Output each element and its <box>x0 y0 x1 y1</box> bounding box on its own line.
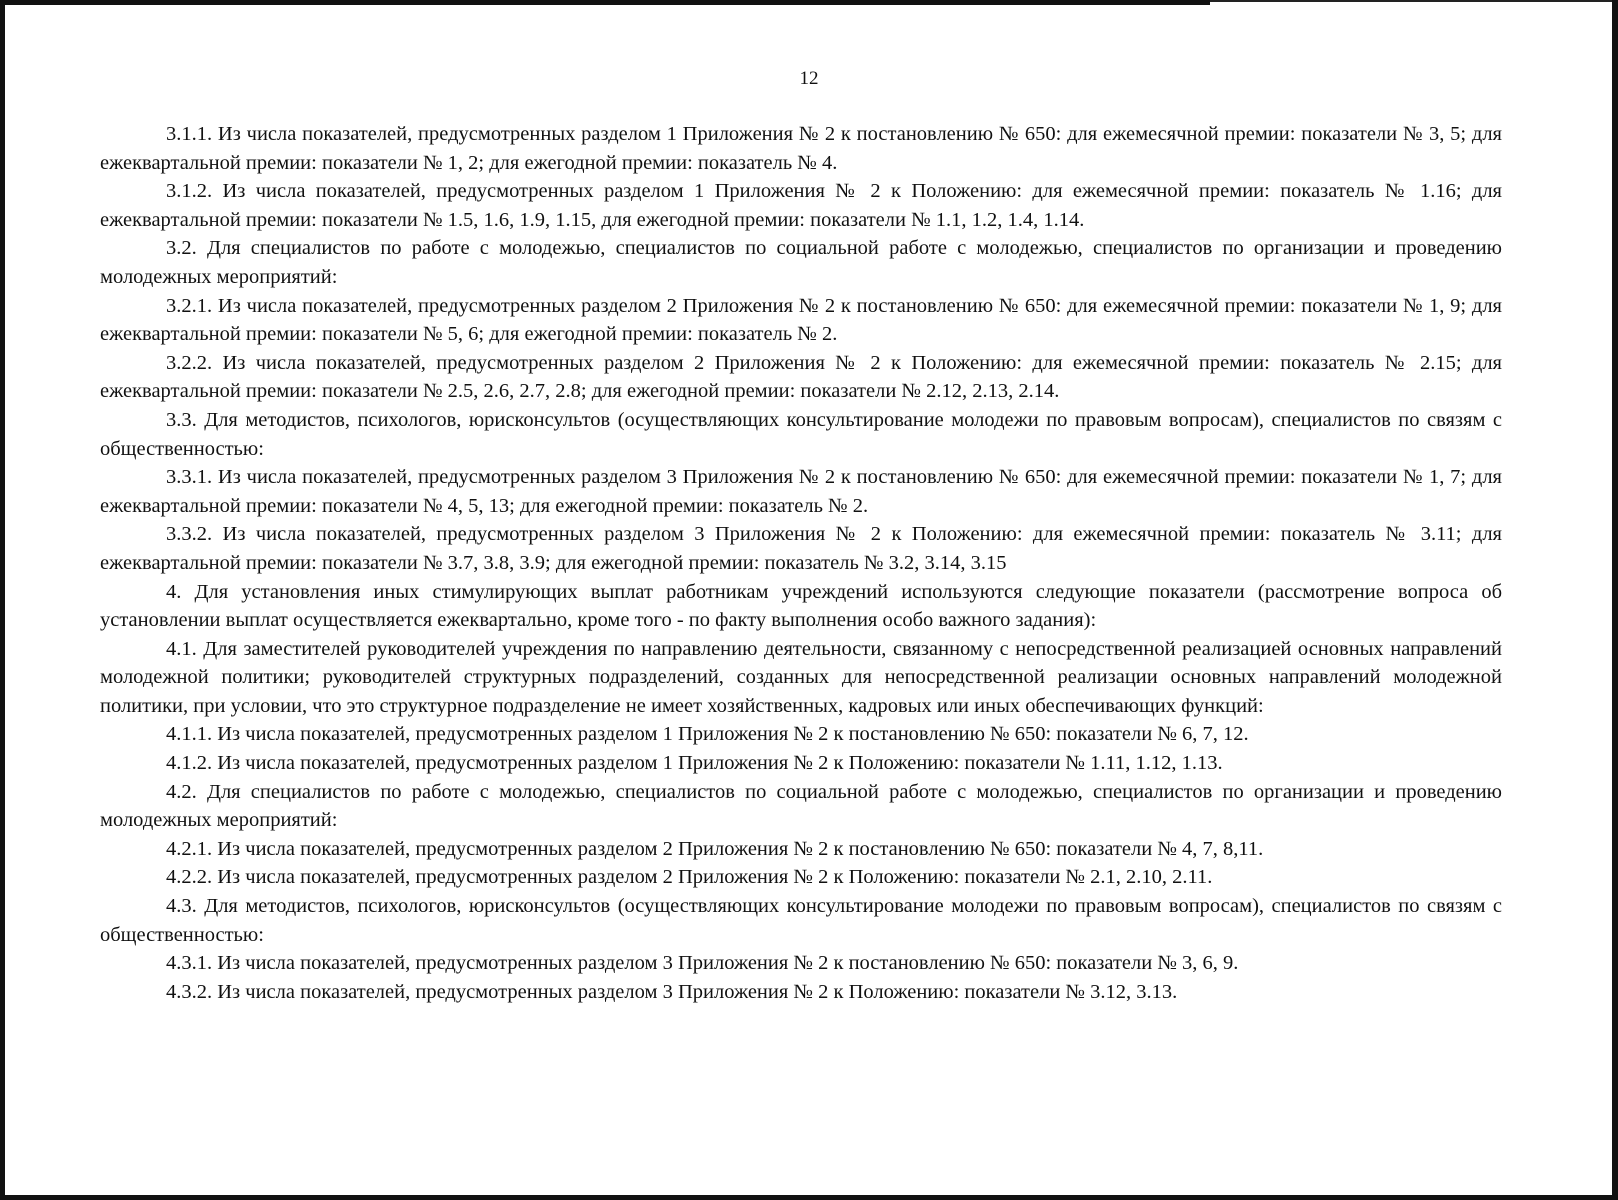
paragraph-3-3-1: 3.3.1. Из числа показателей, предусмотренных разделом 3 Приложения № 2 к постановлению № 650: для ежемесячной премии: показатели № 1, 7; для ежеквартальной премии: показатели № 4, 5, 13; для ежегодной премии: показатель № 2. <box>100 466 1502 517</box>
scan-border-bottom <box>0 1195 1618 1200</box>
paragraph-4-3: 4.3. Для методистов, психологов, юрисконсультов (осуществляющих консультирование молодежи по правовым вопросам), специалистов по связям с общественностью: <box>100 895 1502 946</box>
scan-border-top <box>0 0 1210 5</box>
paragraph-4-2: 4.2. Для специалистов по работе с молодежью, специалистов по социальной работе с молодежью, специалистов по организации и проведению молодежных мероприятий: <box>100 780 1502 832</box>
paragraph-4-1: 4.1. Для заместителей руководителей учреждения по направлению деятельности, связанному с непосредственной реализацией основных направлений молодежной политики; руководителей структурных подразделений, созданных для непосредственной реализации основных направлений молодежной политики, при условии, что это структурное подразделение не имеет хозяйственных, кадровых или иных обеспечивающих функций: <box>100 637 1502 717</box>
paragraph-3-2: 3.2. Для специалистов по работе с молодежью, специалистов по социальной работе с молодежью, специалистов по организации и проведению молодежных мероприятий: <box>100 237 1502 288</box>
paragraph-3-2-2: 3.2.2. Из числа показателей, предусмотренных разделом 2 Приложения № 2 к Положению: для ежемесячной премии: показатель № 2.15; для ежеквартальной премии: показатели № 2.5, 2.6, 2.7, 2.8; для ежегодной премии: показатели № 2.12, 2.13, 2.14. <box>100 351 1502 403</box>
paragraph-3-2-1: 3.2.1. Из числа показателей, предусмотренных разделом 2 Приложения № 2 к постановлению № 650: для ежемесячной премии: показатели № 1, 9; для ежеквартальной премии: показатели № 5, 6; для ежегодной премии: показатель № 2. <box>100 294 1502 346</box>
paragraph-4-1-1: 4.1.1. Из числа показателей, предусмотренных разделом 1 Приложения № 2 к постановлению № 650: показатели № 6, 7, 12. <box>166 723 1249 746</box>
paragraph-3-3: 3.3. Для методистов, психологов, юрисконсультов (осуществляющих консультирование молодежи по правовым вопросам), специалистов по связям с общественностью: <box>100 408 1502 460</box>
page-number: 12 <box>799 68 819 89</box>
scan-border-left <box>0 0 5 1200</box>
scan-border-right <box>1612 0 1618 1200</box>
scan-border-top-thin <box>1210 0 1618 2</box>
paragraph-3-1-2: 3.1.2. Из числа показателей, предусмотренных разделом 1 Приложения № 2 к Положению: для ежемесячной премии: показатель № 1.16; для ежеквартальной премии: показатели № 1.5, 1.6, 1.9, 1.15, для ежегодной премии: показатели № 1.1, 1.2, 1.4, 1.14. <box>100 180 1502 231</box>
paragraph-3-3-2: 3.3.2. Из числа показателей, предусмотренных разделом 3 Приложения № 2 к Положению: для ежемесячной премии: показатель № 3.11; для ежеквартальной премии: показатели № 3.7, 3.8, 3.9; для ежегодной премии: показатель № 3.2, 3.14, 3.15 <box>100 523 1502 574</box>
paragraph-4-2-2: 4.2.2. Из числа показателей, предусмотренных разделом 2 Приложения № 2 к Положению: показатели № 2.1, 2.10, 2.11. <box>166 866 1213 889</box>
document-body <box>100 120 1502 1006</box>
paragraph-4-1-2: 4.1.2. Из числа показателей, предусмотренных разделом 1 Приложения № 2 к Положению: показатели № 1.11, 1.12, 1.13. <box>166 752 1223 775</box>
paragraph-4-3-2: 4.3.2. Из числа показателей, предусмотренных разделом 3 Приложения № 2 к Положению: показатели № 3.12, 3.13. <box>166 980 1178 1003</box>
paragraph-4-2-1: 4.2.1. Из числа показателей, предусмотренных разделом 2 Приложения № 2 к постановлению № 650: показатели № 4, 7, 8,11. <box>166 837 1264 860</box>
paragraph-3-1-1: 3.1.1. Из числа показателей, предусмотренных разделом 1 Приложения № 2 к постановлению № 650: для ежемесячной премии: показатели № 3, 5; для ежеквартальной премии: показатели № 1, 2; для ежегодной премии: показатель № 4. <box>100 123 1502 174</box>
paragraph-4-3-1: 4.3.1. Из числа показателей, предусмотренных разделом 3 Приложения № 2 к постановлению № 650: показатели № 3, 6, 9. <box>166 952 1239 975</box>
paragraph-4: 4. Для установления иных стимулирующих выплат работникам учреждений используются следующие показатели (рассмотрение вопроса об установлении выплат осуществляется ежеквартально, кроме того - по факту выполнения особо важного задания): <box>100 580 1502 632</box>
